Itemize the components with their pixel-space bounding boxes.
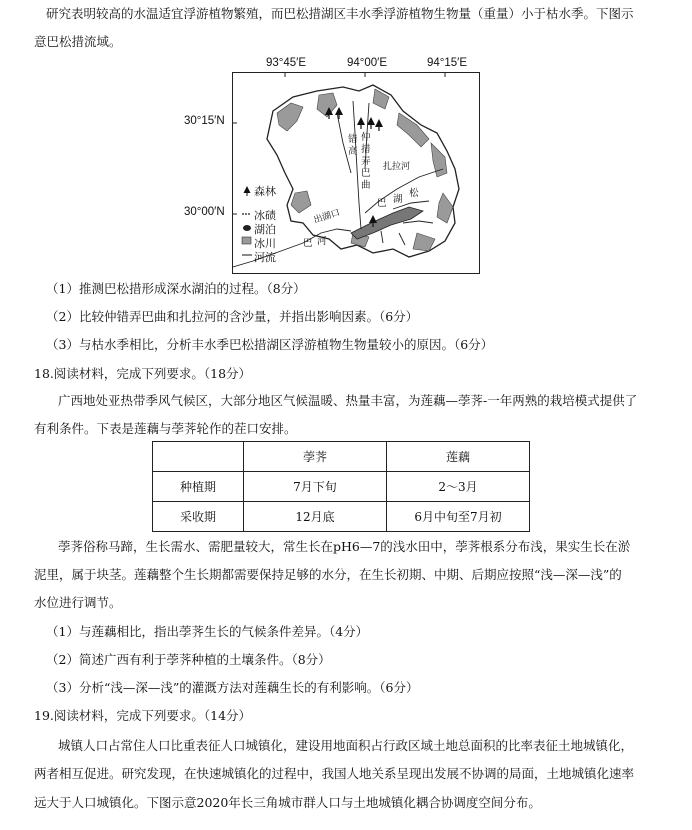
intro-line-2: 意巴松措流域。 <box>34 34 122 49</box>
q17-question-1: （1）推测巴松措形成深水湖泊的过程。（8分） <box>46 281 306 296</box>
q18-para1-line1: 广西地处亚热带季风气候区，大部分地区气候温暖、热量丰富，为莲藕—荸荠-一年两熟的栽培模式提供了 <box>58 393 638 408</box>
table-header-cell: 荸荠 <box>244 442 387 472</box>
place-label: 弄 <box>361 156 371 167</box>
lon-label-2: 94°00′E <box>347 57 388 69</box>
place-label: 河 <box>317 236 327 247</box>
place-label: 巴 <box>361 168 371 179</box>
table-cell: 采收期 <box>153 502 244 532</box>
legend-river: 河流 <box>254 251 276 264</box>
basong-lake-basin-map <box>232 72 480 274</box>
table-cell: 种植期 <box>153 472 244 502</box>
q18-para2-line1: 荸荠俗称马蹄，生长需水、需肥量较大，常生长在pH6—7的浅水田中，荸荠根系分布浅，果实生长在淤 <box>58 539 631 554</box>
place-label: 湖 <box>393 194 403 205</box>
legend-lake: 湖泊 <box>254 223 276 236</box>
intro-line-1: 研究表明较高的水温适宜浮游植物繁殖，而巴松措湖区丰水季浮游植物生物量（重量）小于枯水季。下图示 <box>46 6 634 21</box>
table-cell: 12月底 <box>244 502 387 532</box>
place-label: 错 <box>348 134 358 145</box>
legend-moraine: 冰碛 <box>254 209 276 222</box>
dots-icon <box>242 213 250 215</box>
rotation-schedule-table <box>152 441 530 532</box>
q18-header: 18.阅读材料，完成下列要求。（18分） <box>34 366 252 381</box>
q18-para1-line2: 有利条件。下表是莲藕与荸荠轮作的茬口安排。 <box>34 421 297 436</box>
table-header-cell <box>153 442 244 472</box>
table-cell: 6月中旬至7月初 <box>387 502 530 532</box>
legend-glacier: 冰川 <box>254 237 276 250</box>
place-label: 仲 <box>361 132 371 143</box>
place-label: 松 <box>409 188 419 199</box>
place-label-zhala-river: 扎拉河 <box>383 162 411 172</box>
q18-question-3: （3）分析“浅—深—浅”的灌溉方法对莲藕生长的有利影响。（6分） <box>46 680 419 695</box>
q19-header: 19.阅读材料，完成下列要求。（14分） <box>34 708 252 723</box>
legend-symbols <box>242 186 252 255</box>
table-cell: 7月下旬 <box>244 472 387 502</box>
q18-para2-line3: 水位进行调节。 <box>34 595 122 610</box>
lake-icon <box>243 225 251 231</box>
q17-question-3: （3）与枯水季相比，分析丰水季巴松措湖区浮游植物生物量较小的原因。（6分） <box>46 337 494 352</box>
place-label: 措 <box>361 144 371 155</box>
glacier-icon <box>242 237 251 244</box>
place-label: 高 <box>348 146 358 157</box>
table-header-cell: 莲藕 <box>387 442 530 472</box>
lat-label-1: 30°15′N <box>184 115 225 127</box>
legend-forest: 森林 <box>254 185 276 198</box>
lat-label-2: 30°00′N <box>184 206 225 218</box>
q19-line-3: 远大于人口城镇化。下图示意2020年长三角城市群人口与土地城镇化耦合协调度空间分布。 <box>34 795 541 810</box>
lon-label-3: 94°15′E <box>427 57 468 69</box>
q19-line-1: 城镇人口占常住人口比重表征人口城镇化，建设用地面积占行政区域土地总面积的比率表征土地城镇化， <box>58 738 634 753</box>
lon-label-1: 93°45′E <box>266 57 307 69</box>
q18-question-1: （1）与莲藕相比，指出荸荠生长的气候条件差异。（4分） <box>46 624 369 639</box>
place-label: 巴 <box>377 198 387 209</box>
q19-line-2: 两者相互促进。研究发现，在快速城镇化的过程中，我国人地关系呈现出发展不协调的局面，土地城镇化速率 <box>34 766 635 781</box>
place-label: 曲 <box>361 180 371 191</box>
place-label: 巴 <box>303 238 313 249</box>
table-header-row <box>153 442 530 472</box>
q18-question-2: （2）简述广西有利于荸荠种植的土壤条件。（8分） <box>46 652 331 667</box>
tree-icon <box>244 186 251 196</box>
place-label-lake-outlet: 出湖口 <box>312 207 342 226</box>
table-cell: 2～3月 <box>387 472 530 502</box>
q18-para2-line2: 泥里，属于块茎。莲藕整个生长期都需要保持足够的水分，在生长初期、中期、后期应按照“浅—深—浅”的 <box>34 567 622 582</box>
table-row <box>153 472 530 502</box>
q17-question-2: （2）比较仲错弄巴曲和扎拉河的含沙量，并指出影响因素。（6分） <box>46 309 419 324</box>
table-row <box>153 502 530 532</box>
